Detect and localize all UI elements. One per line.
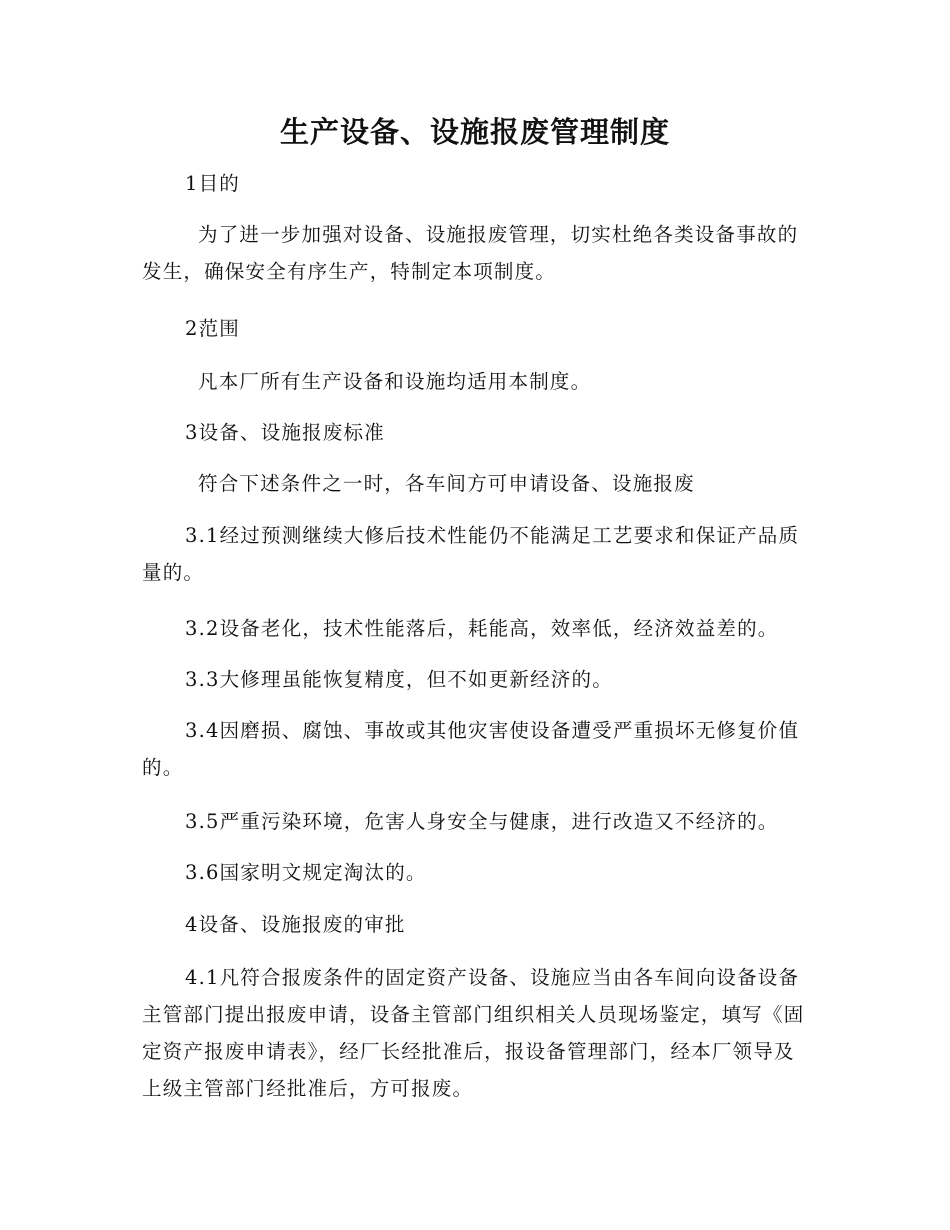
paragraph-scope: 凡本厂所有生产设备和设施均适用本制度。 [198, 370, 592, 393]
list-item-3-5: 3.5严重污染环境，危害人身安全与健康，进行改造又不经济的。 [185, 810, 779, 833]
list-item-3-1: 3.1经过预测继续大修后技术性能仍不能满足工艺要求和保证产品质量的。 [142, 524, 800, 584]
list-item-3-3: 3.3大修理虽能恢复精度，但不如更新经济的。 [185, 668, 613, 691]
paragraph-standards-intro: 符合下述条件之一时，各车间方可申请设备、设施报废 [198, 472, 695, 495]
list-item-3-2: 3.2设备老化，技术性能落后，耗能高，效率低，经济效益差的。 [185, 617, 779, 640]
document-title: 生产设备、设施报废管理制度 [279, 115, 670, 149]
paragraph-purpose: 为了进一步加强对设备、设施报废管理，切实杜绝各类设备事故的发生，确保安全有序生产，特制定本项制度。 [142, 223, 799, 283]
section-heading-purpose: 1目的 [185, 172, 241, 195]
list-item-3-4: 3.4因磨损、腐蚀、事故或其他灾害使设备遭受严重损坏无修复价值的。 [142, 719, 800, 779]
list-item-4-1: 4.1凡符合报废条件的固定资产设备、设施应当由各车间向设备设备主管部门提出报废申请，设备主管部门组织相关人员现场鉴定，填写《固定资产报废申请表》，经厂长经批准后，报设备管理部门，经本厂领导及上级主管部门经批准后，方可报废。 [142, 966, 805, 1100]
section-heading-standards: 3设备、设施报废标准 [185, 421, 385, 444]
section-heading-scope: 2范围 [185, 317, 241, 340]
list-item-3-6: 3.6国家明文规定淘汰的。 [185, 861, 427, 884]
section-heading-approval: 4设备、设施报废的审批 [185, 913, 406, 936]
